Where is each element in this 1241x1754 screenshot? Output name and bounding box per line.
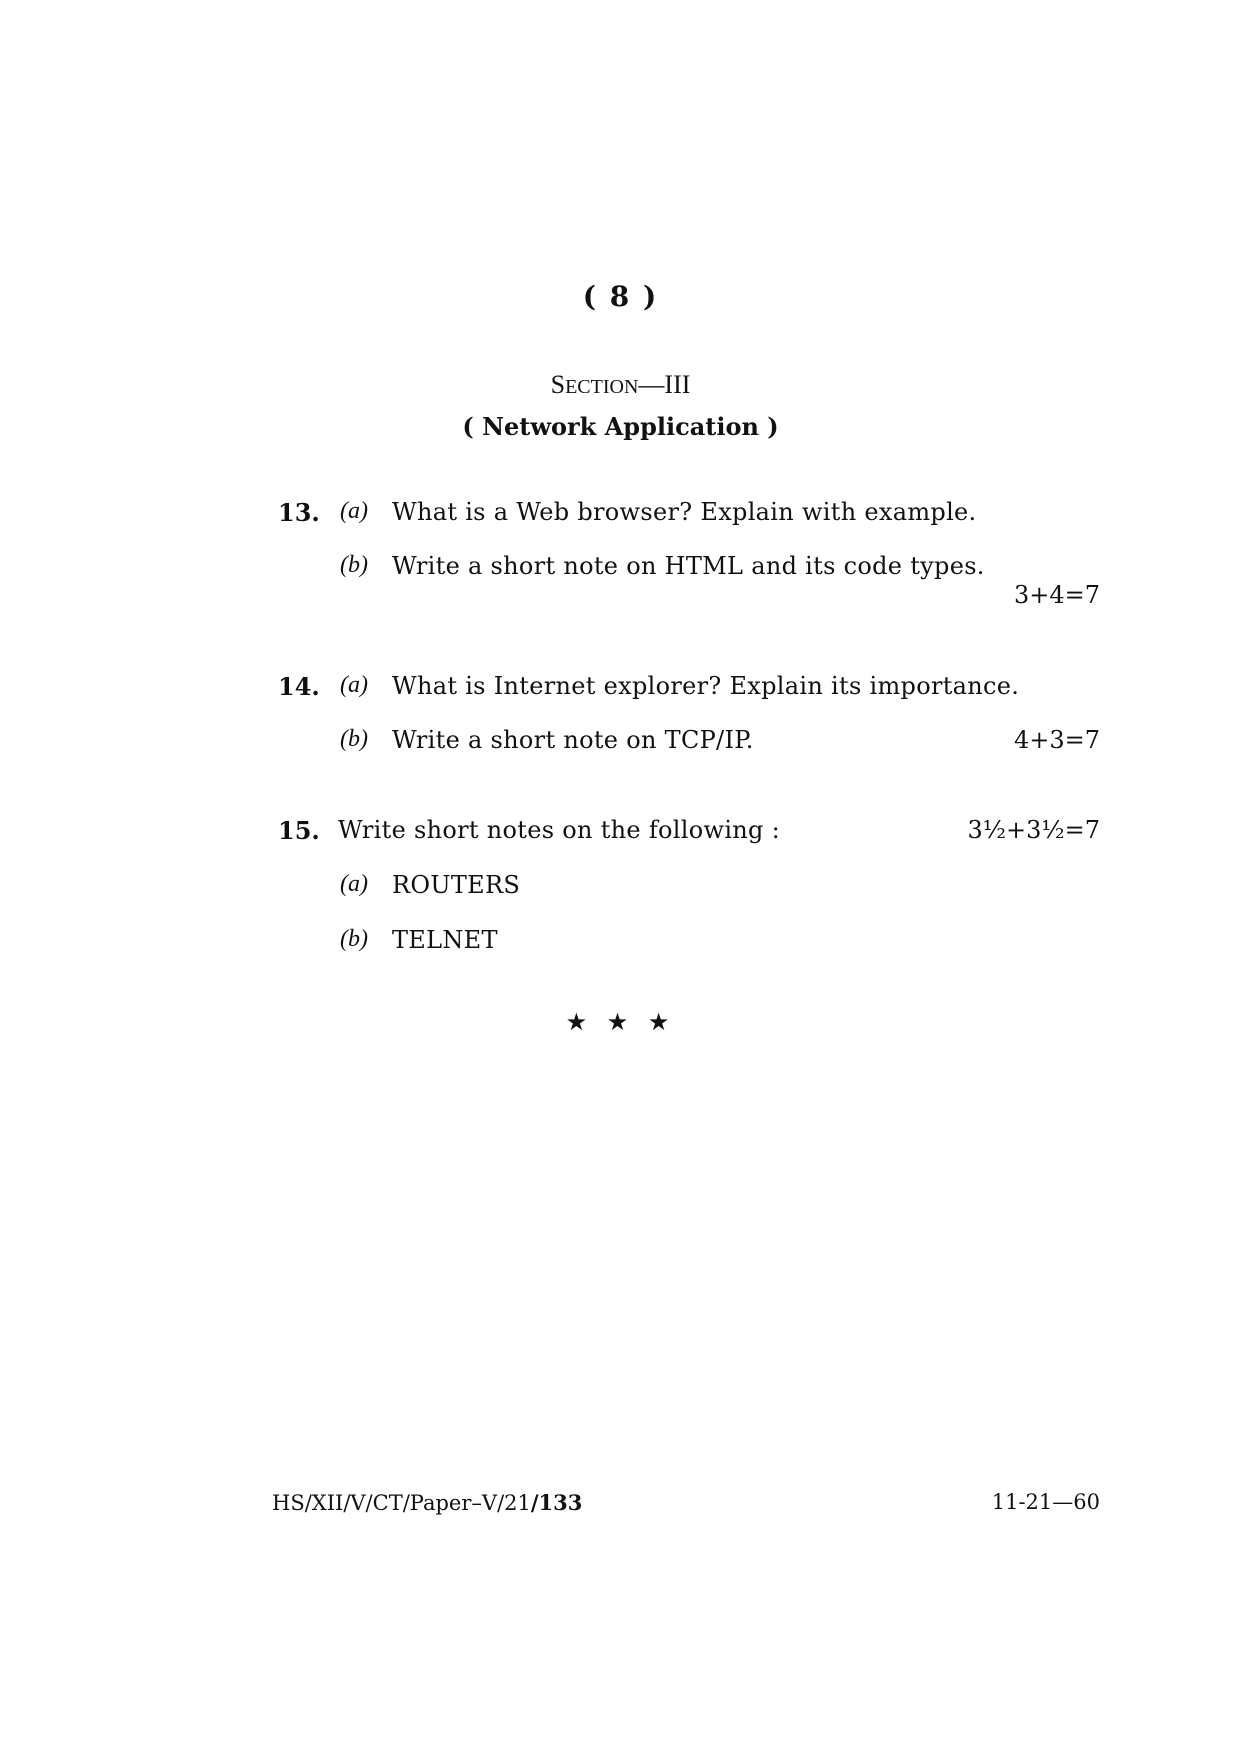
section-number: —III	[638, 370, 691, 399]
question-15-text: Write short notes on the following :	[338, 816, 781, 844]
paper-code	[272, 1490, 582, 1515]
question-14-number: 14.	[278, 672, 320, 701]
question-15-part-a-text: ROUTERS	[392, 871, 521, 899]
end-of-paper-stars: ★ ★ ★	[565, 1008, 676, 1036]
question-14-marks: 4+3=7	[1013, 726, 1100, 754]
page-number: ( 8 )	[582, 280, 659, 313]
question-13-marks: 3+4=7	[1013, 581, 1100, 609]
paper-code-prefix: HS/XII/V/CT/Paper–V/21	[272, 1491, 531, 1515]
question-15-number: 15.	[278, 816, 320, 845]
question-13-part-a-label: (a)	[340, 498, 368, 524]
question-14-part-a-text: What is Internet explorer? Explain its importance.	[392, 672, 1020, 700]
section-heading	[0, 370, 1241, 400]
question-13-part-a-text: What is a Web browser? Explain with example.	[392, 498, 977, 526]
question-14-part-b-text: Write a short note on TCP/IP.	[392, 726, 754, 754]
print-batch: 11-21—60	[991, 1490, 1100, 1514]
question-13-part-b-text: Write a short note on HTML and its code types.	[392, 552, 985, 580]
section-small-caps: ECTION	[565, 376, 639, 398]
question-13-part-b-label: (b)	[340, 552, 368, 578]
question-15-part-b-label: (b)	[340, 926, 368, 952]
question-14-part-b-label: (b)	[340, 726, 368, 752]
question-13-number: 13.	[278, 498, 320, 527]
section-subtitle: ( Network Application )	[462, 412, 779, 441]
section-first-letter: S	[550, 370, 566, 399]
question-15-part-b-text: TELNET	[392, 926, 498, 954]
question-15-marks: 3½+3½=7	[967, 816, 1100, 844]
question-14-part-a-label: (a)	[340, 672, 368, 698]
question-15-part-a-label: (a)	[340, 871, 368, 897]
paper-code-number: /133	[530, 1490, 583, 1515]
